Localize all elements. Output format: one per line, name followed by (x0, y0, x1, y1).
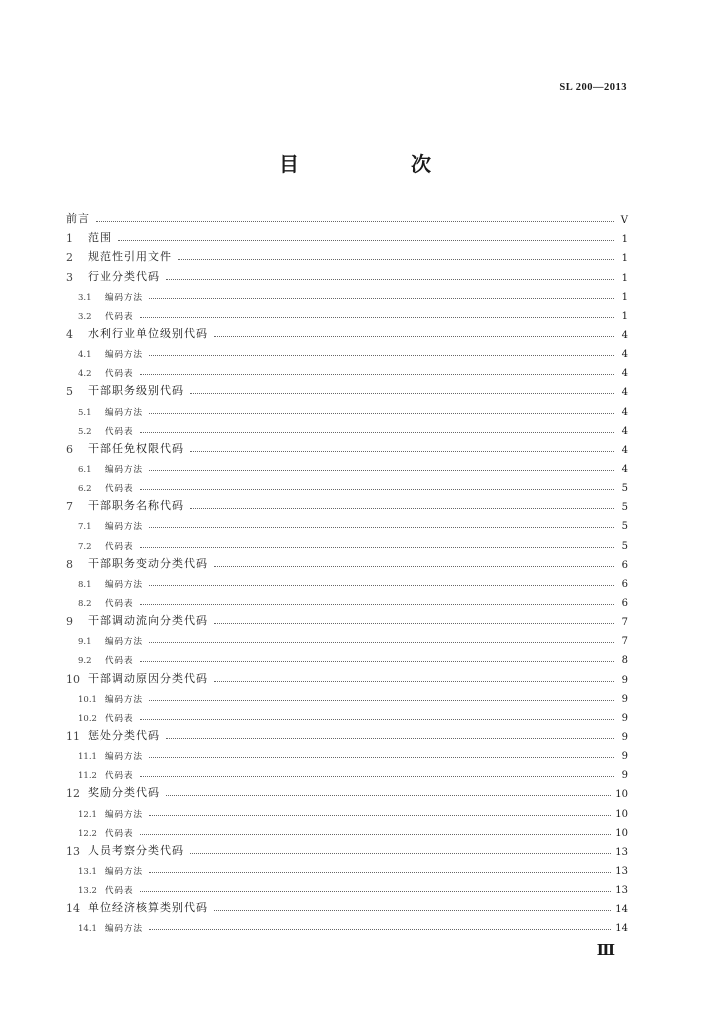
toc-entry-page: 5 (621, 540, 628, 552)
toc-entry-number: 13 (66, 844, 80, 858)
toc-leader-dots (214, 336, 614, 337)
toc-entry-label: 代码表 (105, 541, 134, 552)
toc-leader-dots (96, 221, 614, 222)
toc-entry-number: 10 (66, 672, 80, 686)
toc-entry-page: 9 (621, 693, 628, 705)
toc-entry-label: 干部职务变动分类代码 (88, 556, 208, 570)
toc-entry-number: 9.2 (78, 656, 92, 667)
page-folio: Ⅲ (596, 943, 615, 959)
toc-entry (66, 513, 628, 532)
toc-entry-page: 1 (621, 272, 628, 284)
toc-entry-number: 6 (66, 442, 73, 456)
toc-entry-number: 7 (66, 500, 73, 514)
toc-leader-dots (140, 834, 612, 835)
toc-entry (66, 379, 628, 398)
toc-entry-label: 惩处分类代码 (88, 728, 160, 742)
toc-entry-number: 12 (66, 787, 80, 801)
toc-entry-number: 5.1 (78, 407, 92, 418)
toc-entry-number: 3 (66, 270, 73, 284)
toc-entry (66, 264, 628, 283)
toc-entry-page: 8 (621, 655, 628, 667)
toc-entry-label: 规范性引用文件 (88, 250, 172, 264)
toc-leader-dots (214, 566, 614, 567)
toc-entry-number: 5 (66, 385, 73, 399)
toc-entry (66, 686, 628, 705)
toc-entry-page: 4 (621, 406, 628, 418)
toc-entry-number: 8.2 (78, 598, 92, 609)
toc-entry (66, 532, 628, 551)
toc-leader-dots (149, 757, 614, 758)
toc-entry-number: 12.1 (78, 809, 97, 820)
toc-entry-page: 4 (621, 463, 628, 475)
toc-leader-dots (140, 661, 614, 662)
toc-leader-dots (178, 259, 614, 260)
toc-entry-page: 5 (621, 502, 628, 514)
toc-entry-page: 13 (615, 846, 628, 858)
toc-entry-page: 1 (621, 310, 628, 322)
toc-entry-number: 10.1 (78, 694, 97, 705)
toc-entry (66, 418, 628, 437)
toc-entry (66, 398, 628, 417)
toc-entry-page: 6 (621, 559, 628, 571)
toc-entry-label: 范围 (88, 231, 112, 245)
toc-leader-dots (149, 585, 614, 586)
toc-leader-dots (149, 872, 611, 873)
toc-leader-dots (190, 508, 614, 509)
toc-entry-page: 10 (615, 789, 628, 801)
toc-leader-dots (166, 738, 614, 739)
toc-entry-label: 代码表 (105, 426, 134, 437)
toc-entry-label: 干部调动流向分类代码 (88, 614, 208, 628)
toc-entry (66, 896, 628, 915)
toc-leader-dots (140, 891, 612, 892)
toc-entry-number: 12.2 (78, 828, 97, 839)
toc-entry (66, 820, 628, 839)
toc-entry-page: 7 (621, 636, 628, 648)
toc-entry (66, 781, 628, 800)
toc-entry-page: 4 (621, 349, 628, 361)
toc-entry (66, 341, 628, 360)
toc-entry-label: 代码表 (105, 828, 134, 839)
toc-entry-page: 4 (621, 387, 628, 399)
toc-leader-dots (214, 910, 611, 911)
toc-leader-dots (166, 795, 611, 796)
toc-entry-number: 11.2 (78, 771, 97, 782)
toc-entry-page: 4 (621, 368, 628, 380)
toc-entry (66, 877, 628, 896)
toc-entry-number: 6.1 (78, 464, 92, 475)
toc-entry-page: 4 (621, 444, 628, 456)
toc-leader-dots (149, 355, 614, 356)
toc-entry (66, 475, 628, 494)
toc-entry-label: 编码方法 (105, 637, 144, 648)
toc-entry (66, 437, 628, 456)
toc-leader-dots (140, 432, 614, 433)
toc-entry (66, 705, 628, 724)
toc-entry-page: 4 (621, 425, 628, 437)
toc-leader-dots (118, 240, 614, 241)
toc-entry-page: 9 (621, 674, 628, 686)
toc-entry (66, 628, 628, 647)
toc-entry-page: 14 (615, 904, 628, 916)
toc-entry-label: 编码方法 (105, 522, 144, 533)
toc-entry-label: 代码表 (105, 484, 134, 495)
toc-entry-label: 代码表 (105, 656, 134, 667)
toc-entry (66, 743, 628, 762)
toc-leader-dots (140, 776, 614, 777)
toc-entry-label: 编码方法 (105, 579, 144, 590)
toc-entry-label: 编码方法 (105, 292, 144, 303)
toc-leader-dots (214, 623, 614, 624)
toc-leader-dots (190, 853, 611, 854)
toc-leader-dots (140, 547, 614, 548)
toc-entry-page: 9 (621, 770, 628, 782)
toc-entry-label: 编码方法 (105, 464, 144, 475)
toc-entry-page: 14 (615, 923, 628, 935)
toc-entry-number: 9.1 (78, 637, 92, 648)
toc-entry-label: 干部任免权限代码 (88, 441, 184, 455)
toc-entry (66, 226, 628, 245)
toc-entry-page: 9 (621, 712, 628, 724)
toc-entry-number: 13.1 (78, 866, 97, 877)
toc-entry-page: 10 (615, 808, 628, 820)
toc-entry (66, 609, 628, 628)
toc-entry-number: 6.2 (78, 484, 92, 495)
toc-entry-label: 干部调动原因分类代码 (88, 671, 208, 685)
toc-entry-page: 5 (621, 483, 628, 495)
toc-entry-number: 1 (66, 232, 73, 246)
toc-entry-number: 14.1 (78, 924, 97, 935)
toc-entry-label: 编码方法 (105, 752, 144, 763)
toc-leader-dots (214, 681, 614, 682)
toc-entry (66, 245, 628, 264)
toc-entry-page: 1 (621, 291, 628, 303)
toc-entry-page: 7 (621, 617, 628, 629)
toc-entry-label: 水利行业单位级别代码 (88, 326, 208, 340)
toc-entry-number: 3.2 (78, 311, 92, 322)
toc-leader-dots (140, 719, 614, 720)
toc-entry-page: 13 (615, 865, 628, 877)
toc-leader-dots (149, 642, 614, 643)
toc-entry-number: 4.1 (78, 350, 92, 361)
toc-entry (66, 552, 628, 571)
toc-entry-page: 10 (615, 827, 628, 839)
toc-entry-page: 9 (621, 731, 628, 743)
page-title: 目 次 (279, 152, 477, 176)
toc-leader-dots (166, 279, 614, 280)
toc-entry-label: 代码表 (105, 713, 134, 724)
toc-entry (66, 762, 628, 781)
toc-entry-label: 编码方法 (105, 407, 144, 418)
toc-entry-number: 2 (66, 251, 73, 265)
toc-entry-number: 7.1 (78, 522, 92, 533)
toc-entry-number: 8.1 (78, 579, 92, 590)
standard-code: SL 200—2013 (559, 82, 627, 93)
toc-entry-number: 13.2 (78, 886, 97, 897)
toc-entry-page: 6 (621, 578, 628, 590)
toc-entry-label: 代码表 (105, 311, 134, 322)
toc-entry-label: 编码方法 (105, 924, 144, 935)
toc-entry (66, 590, 628, 609)
toc-entry-page: 6 (621, 597, 628, 609)
toc-entry-label: 行业分类代码 (88, 269, 160, 283)
toc-entry-page: 1 (621, 234, 628, 246)
toc-leader-dots (140, 374, 614, 375)
toc-entry (66, 456, 628, 475)
toc-entry-label: 编码方法 (105, 694, 144, 705)
toc-entry (66, 666, 628, 685)
toc-leader-dots (149, 413, 614, 414)
toc-leader-dots (149, 298, 614, 299)
toc-entry-label: 编码方法 (105, 350, 144, 361)
toc-entry-number: 9 (66, 615, 73, 629)
toc-entry (66, 322, 628, 341)
toc-entry-page: 13 (615, 885, 628, 897)
table-of-contents (66, 207, 628, 934)
toc-entry-number: 3.1 (78, 292, 92, 303)
toc-entry (66, 207, 628, 226)
toc-leader-dots (140, 604, 614, 605)
toc-entry-label: 编码方法 (105, 809, 144, 820)
toc-leader-dots (149, 700, 614, 701)
toc-entry-label: 编码方法 (105, 866, 144, 877)
toc-entry (66, 284, 628, 303)
toc-leader-dots (149, 470, 614, 471)
toc-entry-label: 奖励分类代码 (88, 786, 160, 800)
toc-entry-number: 5.2 (78, 426, 92, 437)
toc-entry (66, 494, 628, 513)
toc-entry-label: 单位经济核算类别代码 (88, 901, 208, 915)
toc-leader-dots (190, 393, 614, 394)
toc-entry-label: 干部职务名称代码 (88, 499, 184, 513)
toc-entry-page: 4 (621, 329, 628, 341)
toc-leader-dots (190, 451, 614, 452)
toc-entry-page: V (620, 215, 628, 227)
toc-entry-label: 代码表 (105, 598, 134, 609)
toc-entry (66, 724, 628, 743)
toc-entry-number: 11.1 (78, 752, 97, 763)
toc-entry-label: 前言 (66, 212, 90, 226)
toc-entry (66, 839, 628, 858)
toc-entry (66, 571, 628, 590)
toc-leader-dots (149, 527, 614, 528)
toc-leader-dots (149, 815, 611, 816)
toc-entry-number: 11 (66, 729, 80, 743)
toc-entry-label: 代码表 (105, 369, 134, 380)
toc-entry-label: 代码表 (105, 771, 134, 782)
toc-entry (66, 858, 628, 877)
toc-entry-number: 4 (66, 327, 73, 341)
toc-entry (66, 360, 628, 379)
toc-entry (66, 647, 628, 666)
toc-entry-number: 7.2 (78, 541, 92, 552)
toc-leader-dots (140, 489, 614, 490)
toc-entry-number: 4.2 (78, 369, 92, 380)
toc-entry (66, 303, 628, 322)
toc-leader-dots (149, 929, 611, 930)
toc-entry-number: 14 (66, 902, 80, 916)
toc-entry-number: 8 (66, 557, 73, 571)
toc-entry-page: 5 (621, 521, 628, 533)
toc-entry-page: 9 (621, 751, 628, 763)
toc-leader-dots (140, 317, 614, 318)
toc-entry-label: 人员考察分类代码 (88, 843, 184, 857)
toc-entry-label: 代码表 (105, 886, 134, 897)
toc-entry-number: 10.2 (78, 713, 97, 724)
toc-entry (66, 915, 628, 934)
toc-entry (66, 800, 628, 819)
toc-entry-label: 干部职务级别代码 (88, 384, 184, 398)
toc-entry-page: 1 (621, 253, 628, 265)
